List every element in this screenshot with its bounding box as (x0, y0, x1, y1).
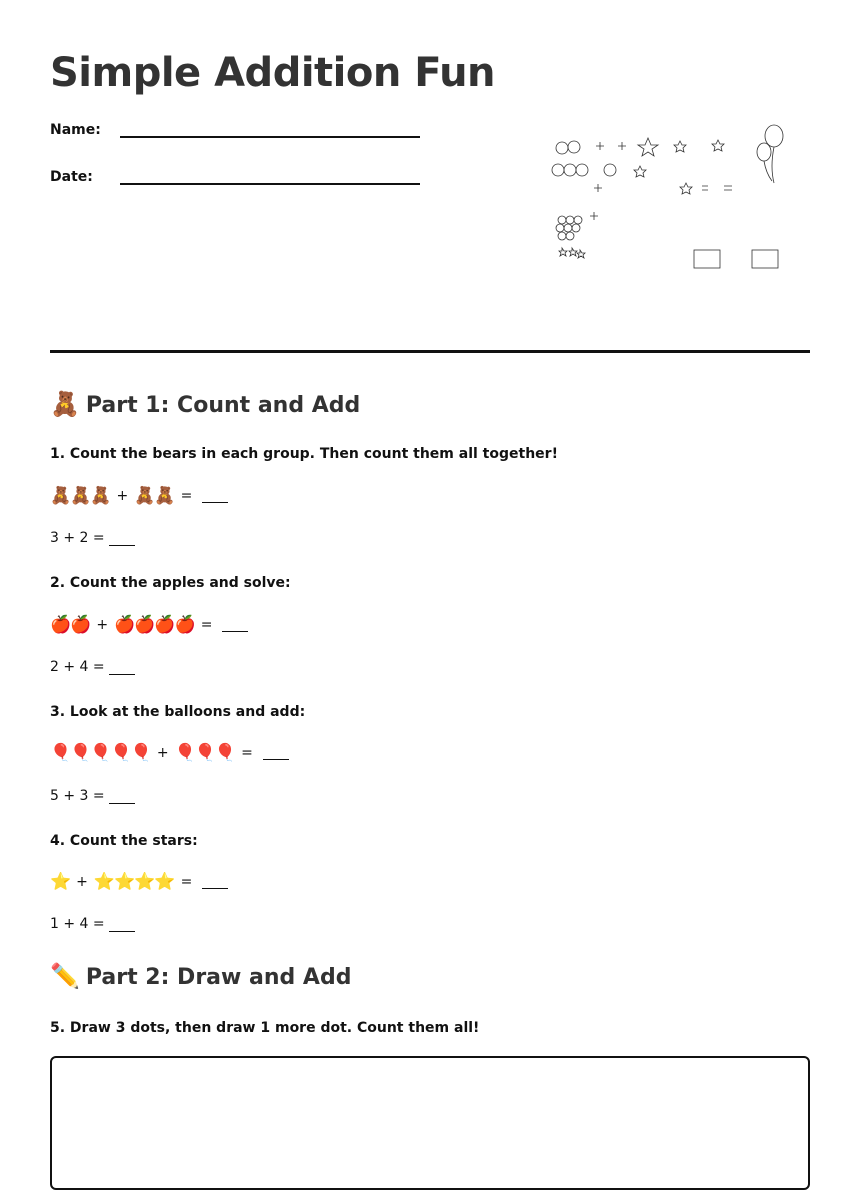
answer-blank[interactable] (109, 791, 135, 804)
part2-heading (50, 962, 351, 990)
equals-sign: = (200, 617, 213, 633)
equation-text: 5 + 3 = (50, 788, 105, 804)
question-4-visual (50, 872, 228, 892)
drawing-area[interactable] (50, 1056, 810, 1190)
apple-group-left: 🍎🍎 (50, 615, 91, 635)
apple-group-right: 🍎🍎🍎🍎 (114, 615, 195, 635)
question-1-visual (50, 486, 228, 506)
equals-sign: = (180, 488, 193, 504)
name-field[interactable] (50, 122, 101, 138)
answer-blank[interactable] (202, 490, 228, 503)
equation-text: 2 + 4 = (50, 659, 105, 675)
star-group-left: ⭐ (50, 872, 71, 892)
question-4-prompt: 4. Count the stars: (50, 833, 198, 849)
balloon-group-left: 🎈🎈🎈🎈🎈 (50, 743, 151, 763)
question-2-prompt: 2. Count the apples and solve: (50, 575, 291, 591)
plus-sign: + (96, 617, 109, 633)
date-label: Date: (50, 169, 93, 185)
bear-group-left: 🧸🧸🧸 (50, 486, 111, 506)
star-group-right: ⭐⭐⭐⭐ (93, 872, 175, 892)
question-1-prompt: 1. Count the bears in each group. Then count them all together! (50, 446, 558, 462)
answer-blank[interactable] (109, 662, 135, 675)
part1-heading-text: Part 1: Count and Add (85, 393, 361, 418)
name-line[interactable] (120, 136, 420, 138)
balloon-group-right: 🎈🎈🎈 (174, 743, 236, 763)
equals-sign: = (241, 745, 253, 761)
equals-sign: = (180, 874, 193, 890)
question-1-equation (50, 530, 135, 546)
question-4-equation (50, 916, 135, 932)
equation-text: 3 + 2 = (50, 530, 105, 546)
date-field[interactable] (50, 169, 93, 185)
part1-heading (50, 390, 360, 418)
date-line[interactable] (120, 183, 420, 185)
addition-clipart-illustration (540, 120, 800, 280)
teddy-bear-icon: 🧸 (50, 390, 80, 418)
question-5-prompt: 5. Draw 3 dots, then draw 1 more dot. Count them all! (50, 1020, 480, 1036)
plus-sign: + (156, 745, 169, 761)
section-divider (50, 350, 810, 353)
answer-blank[interactable] (263, 747, 289, 760)
equation-text: 1 + 4 = (50, 916, 105, 932)
pencil-icon: ✏️ (50, 962, 80, 990)
page-title: Simple Addition Fun (50, 50, 496, 96)
answer-blank[interactable] (202, 876, 228, 889)
answer-blank[interactable] (222, 619, 248, 632)
part2-heading-text: Part 2: Draw and Add (85, 965, 352, 990)
name-label: Name: (50, 122, 101, 138)
answer-blank[interactable] (109, 533, 135, 546)
answer-blank[interactable] (109, 919, 135, 932)
question-3-prompt: 3. Look at the balloons and add: (50, 704, 306, 720)
bear-group-right: 🧸🧸 (134, 486, 175, 506)
plus-sign: + (116, 488, 129, 504)
question-2-equation (50, 659, 135, 675)
question-3-visual (50, 743, 289, 763)
question-2-visual (50, 615, 248, 635)
plus-sign: + (76, 874, 88, 890)
question-3-equation (50, 788, 135, 804)
